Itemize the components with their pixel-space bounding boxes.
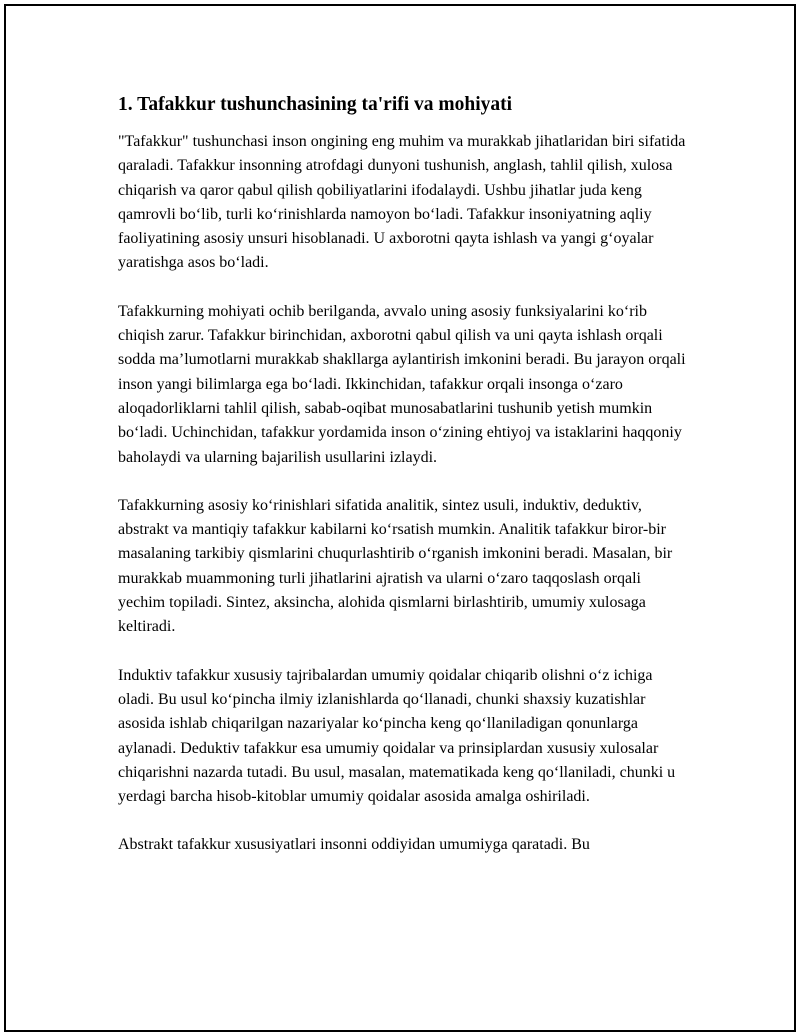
paragraph-functions: Tafakkurning mohiyati ochib berilganda, avvalo uning asosiy funksiyalarini ko‘rib chiqish zarur. Tafakkur birinchidan, axborotni qabul qilish va uni qayta ishlash orqali sodda ma’lumotlarni murakkab shakllarga aylantirish imkonini beradi. Bu jarayon orqali inson yangi bilimlarga ega bo‘ladi. Ikkinchidan, tafakkur orqali insonga o‘zaro aloqadorliklarni tahlil qilish, sabab-oqibat munosabatlarini tushunib yetish mumkin bo‘ladi. Uchinchidan, tafakkur yordamida inson o‘zining ehtiyoj va istaklarini haqqoniy baholaydi va ularning bajarilish usullarini izlaydi. [118,302,686,466]
paragraph-inductive-deductive: Induktiv tafakkur xususiy tajribalardan umumiy qoidalar chiqarib olishni o‘z ichiga oladi. Bu usul ko‘pincha ilmiy izlanishlarda qo‘llanadi, chunki shaxsiy kuzatishlar asosida ishlab chiqarilgan nazariyalar ko‘pincha keng qo‘llaniladigan qonunlarga aylanadi. Deduktiv tafakkur esa umumiy qoidalar va prinsiplardan xususiy xulosalar chiqarishni nazarda tutadi. Bu usul, masalan, matematikada keng qo‘llaniladi, chunki u yerdagi barcha hisob-kitoblar umumiy qoidalar asosida amalga oshiriladi. [118,666,676,806]
paragraph-types: Tafakkurning asosiy ko‘rinishlari sifatida analitik, sintez usuli, induktiv, deduktiv, abstrakt va mantiqiy tafakkur kabilarni ko‘rsatish mumkin. Analitik tafakkur biror-bir masalaning tarkibiy qismlarini chuqurlashtirib o‘rganish imkonini beradi. Masalan, bir murakkab muammoning turli jihatlarini ajratish va ularni o‘zaro taqqoslash orqali yechim topiladi. Sintez, aksincha, alohida qismlarni birlashtirib, umumiy xulosaga keltiradi. [118,496,673,636]
paragraph-abstract: Abstrakt tafakkur xususiyatlari insonni oddiyidan umumiyga qaratadi. Bu [118,836,590,854]
document-body [118,92,688,882]
paragraph-definition: "Tafakkur" tushunchasi inson ongining eng muhim va murakkab jihatlaridan biri sifatida qaraladi. Tafakkur insonning atrofdagi dunyoni tushunish, anglash, tahlil qilish, xulosa chiqarish va qaror qabul qilish qobiliyatlarini ifodalaydi. Ushbu jihatlar juda keng qamrovli bo‘lib, turli ko‘rinishlarda namoyon bo‘ladi. Tafakkur insoniyatning aqliy faoliyatining asosiy unsuri hisoblanadi. U axborotni qayta ishlash va yangi g‘oyalar yaratishga asos bo‘ladi. [118,133,686,272]
section-heading: 1. Tafakkur tushunchasining ta'rifi va mohiyati [118,94,513,115]
